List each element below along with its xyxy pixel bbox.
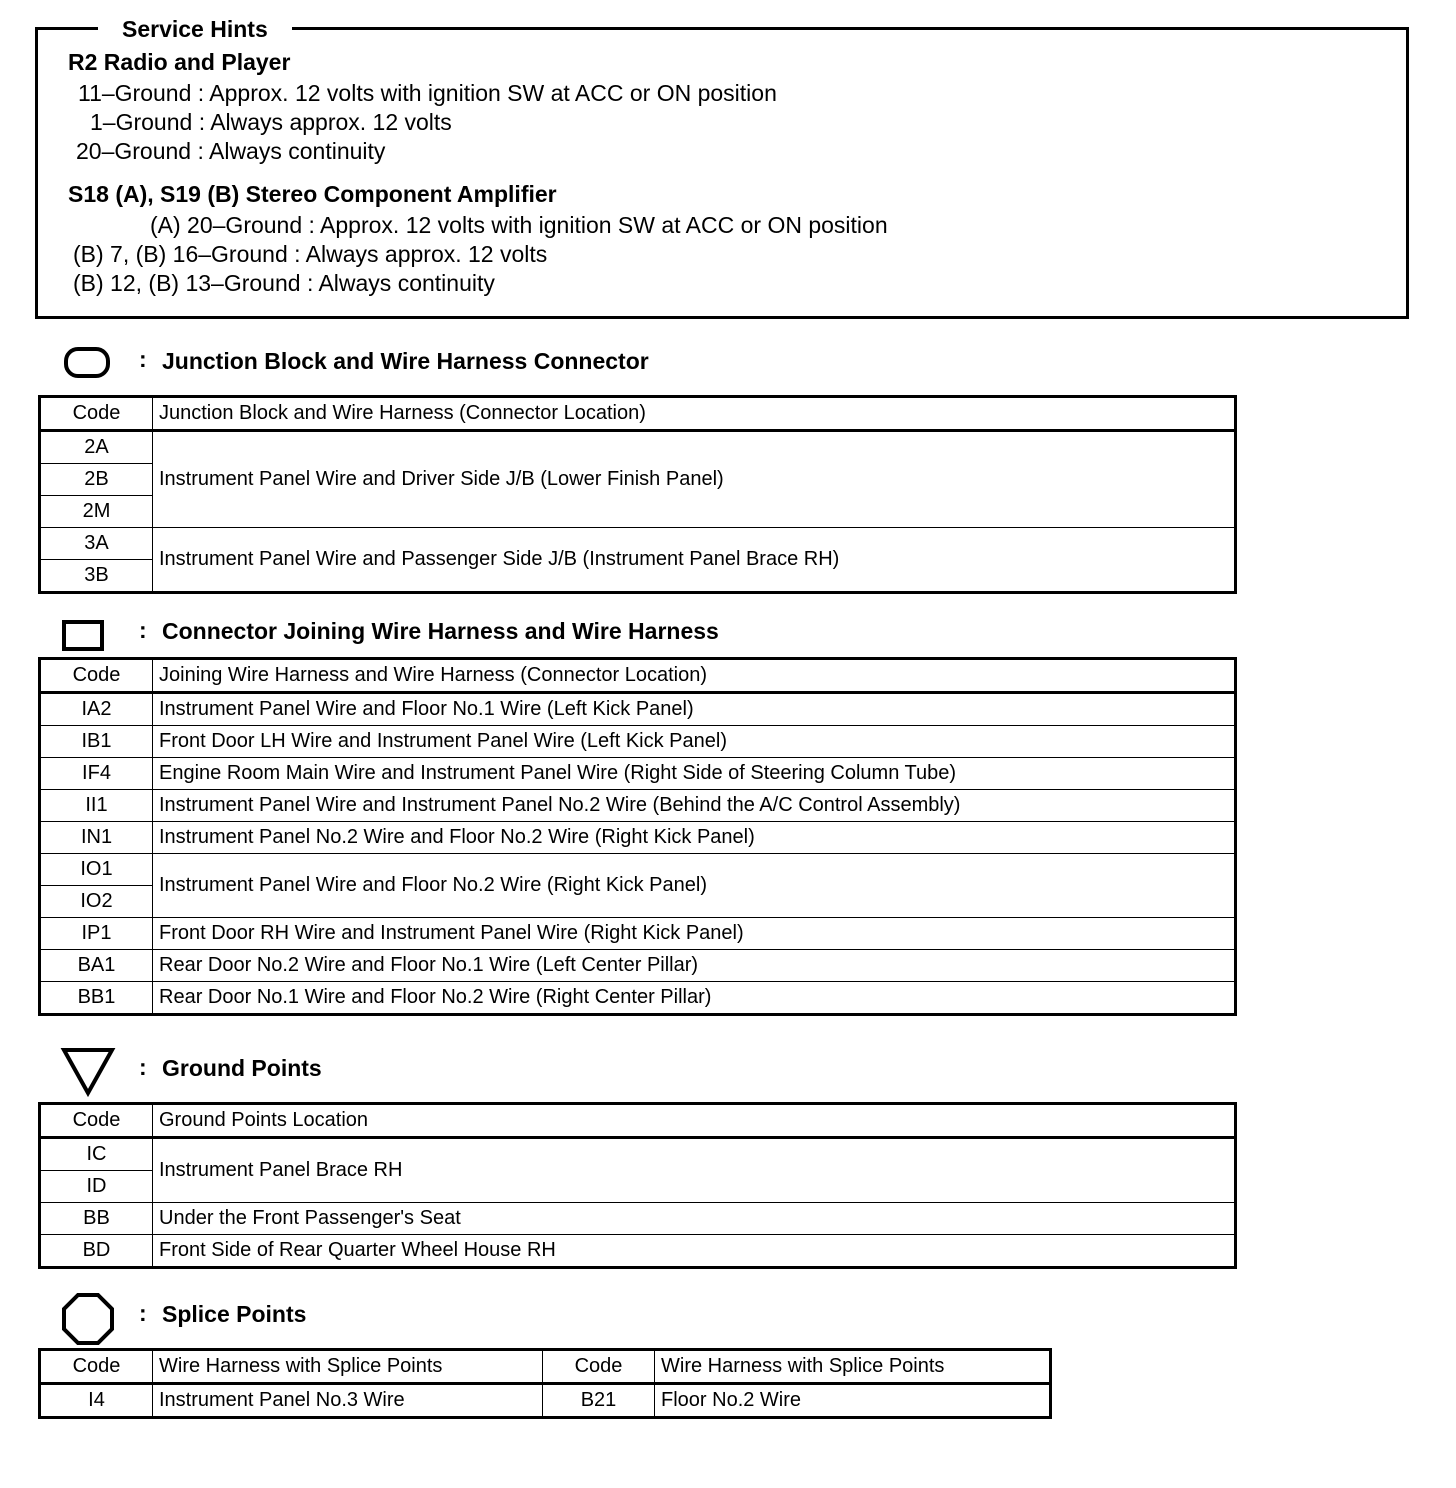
code-cell: BB1 [41,982,153,1014]
header-code: Code [41,1105,153,1138]
s18-title: S18 (A), S19 (B) Stereo Component Amplifier [68,181,557,207]
desc-cell: Front Side of Rear Quarter Wheel House RH [153,1235,1235,1267]
table-row [41,950,1235,982]
desc-cell: Instrument Panel Wire and Driver Side J/B (Lower Finish Panel) [153,431,1235,528]
table-row [41,528,1235,560]
table-row [41,431,1235,464]
code-cell: BA1 [41,950,153,982]
table-row [41,1138,1235,1171]
octagon-icon [60,1291,116,1347]
table-row [41,822,1235,854]
ground-title: Ground Points [162,1055,322,1081]
desc-cell: Rear Door No.1 Wire and Floor No.2 Wire (Right Center Pillar) [153,982,1235,1014]
code-cell: 2M [41,496,153,528]
header-desc: Ground Points Location [153,1105,1235,1138]
header-desc: Joining Wire Harness and Wire Harness (Connector Location) [153,660,1235,693]
connector-colon: : [139,617,147,643]
table-row [41,918,1235,950]
ground-table [40,1104,1235,1267]
header-code: Code [41,660,153,693]
table-row [41,1235,1235,1267]
header-desc: Wire Harness with Splice Points [655,1351,1050,1384]
table-header-row [41,660,1235,693]
code-cell: IF4 [41,758,153,790]
code-cell: 3B [41,560,153,592]
code-cell: IC [41,1138,153,1171]
connector-title: Connector Joining Wire Harness and Wire Harness [162,618,719,644]
desc-cell: Instrument Panel No.2 Wire and Floor No.2 Wire (Right Kick Panel) [153,822,1235,854]
square-icon [62,619,106,653]
desc-cell: Instrument Panel Wire and Floor No.1 Wire (Left Kick Panel) [153,693,1235,726]
table-row [41,854,1235,886]
code-cell: IO1 [41,854,153,886]
splice-title: Splice Points [162,1301,307,1327]
header-desc: Wire Harness with Splice Points [153,1351,543,1384]
table-row [41,1203,1235,1235]
code-cell: 3A [41,528,153,560]
code-cell: IB1 [41,726,153,758]
junction-colon: : [139,346,147,372]
desc-cell: Instrument Panel Wire and Instrument Panel No.2 Wire (Behind the A/C Control Assembly) [153,790,1235,822]
header-desc: Junction Block and Wire Harness (Connector Location) [153,398,1235,431]
desc-cell: Engine Room Main Wire and Instrument Panel Wire (Right Side of Steering Column Tube) [153,758,1235,790]
junction-title: Junction Block and Wire Harness Connector [162,348,649,374]
r2-line-1: 11–Ground : Approx. 12 volts with ignition SW at ACC or ON position [78,80,777,106]
desc-cell: Instrument Panel No.3 Wire [153,1384,543,1417]
connector-table [40,659,1235,1014]
splice-colon: : [139,1300,147,1326]
table-row [41,693,1235,726]
table-header-row [41,1351,1050,1384]
s18-line-1: (A) 20–Ground : Approx. 12 volts with ignition SW at ACC or ON position [150,212,888,238]
code-cell: IA2 [41,693,153,726]
desc-cell: Instrument Panel Wire and Floor No.2 Wire (Right Kick Panel) [153,854,1235,918]
code-cell: 2B [41,464,153,496]
code-cell: I4 [41,1384,153,1417]
code-cell: IP1 [41,918,153,950]
code-cell: BB [41,1203,153,1235]
splice-table [40,1350,1050,1417]
r2-line-3: 20–Ground : Always continuity [76,138,386,164]
s18-line-2: (B) 7, (B) 16–Ground : Always approx. 12 volts [73,241,548,267]
code-cell: ID [41,1171,153,1203]
desc-cell: Instrument Panel Wire and Passenger Side J/B (Instrument Panel Brace RH) [153,528,1235,592]
header-code: Code [41,1351,153,1384]
header-code: Code [41,398,153,431]
table-row [41,726,1235,758]
desc-cell: Under the Front Passenger's Seat [153,1203,1235,1235]
r2-line-2: 1–Ground : Always approx. 12 volts [90,109,452,135]
code-cell: B21 [543,1384,655,1417]
desc-cell: Rear Door No.2 Wire and Floor No.1 Wire (Left Center Pillar) [153,950,1235,982]
service-hints-legend: Service Hints [98,14,292,44]
desc-cell: Instrument Panel Brace RH [153,1138,1235,1203]
desc-cell: Front Door LH Wire and Instrument Panel Wire (Left Kick Panel) [153,726,1235,758]
s18-line-3: (B) 12, (B) 13–Ground : Always continuity [73,270,495,296]
table-row [41,758,1235,790]
desc-cell: Front Door RH Wire and Instrument Panel Wire (Right Kick Panel) [153,918,1235,950]
table-header-row [41,1105,1235,1138]
table-row [41,790,1235,822]
table-row [41,982,1235,1014]
code-cell: IN1 [41,822,153,854]
header-code: Code [543,1351,655,1384]
code-cell: IO2 [41,886,153,918]
desc-cell: Floor No.2 Wire [655,1384,1050,1417]
junction-table [40,397,1235,592]
rounded-rectangle-icon [64,346,112,380]
ground-colon: : [139,1054,147,1080]
code-cell: 2A [41,431,153,464]
code-cell: II1 [41,790,153,822]
r2-title: R2 Radio and Player [68,49,291,75]
triangle-down-icon [60,1046,116,1098]
code-cell: BD [41,1235,153,1267]
table-header-row [41,398,1235,431]
table-row [41,1384,1050,1417]
